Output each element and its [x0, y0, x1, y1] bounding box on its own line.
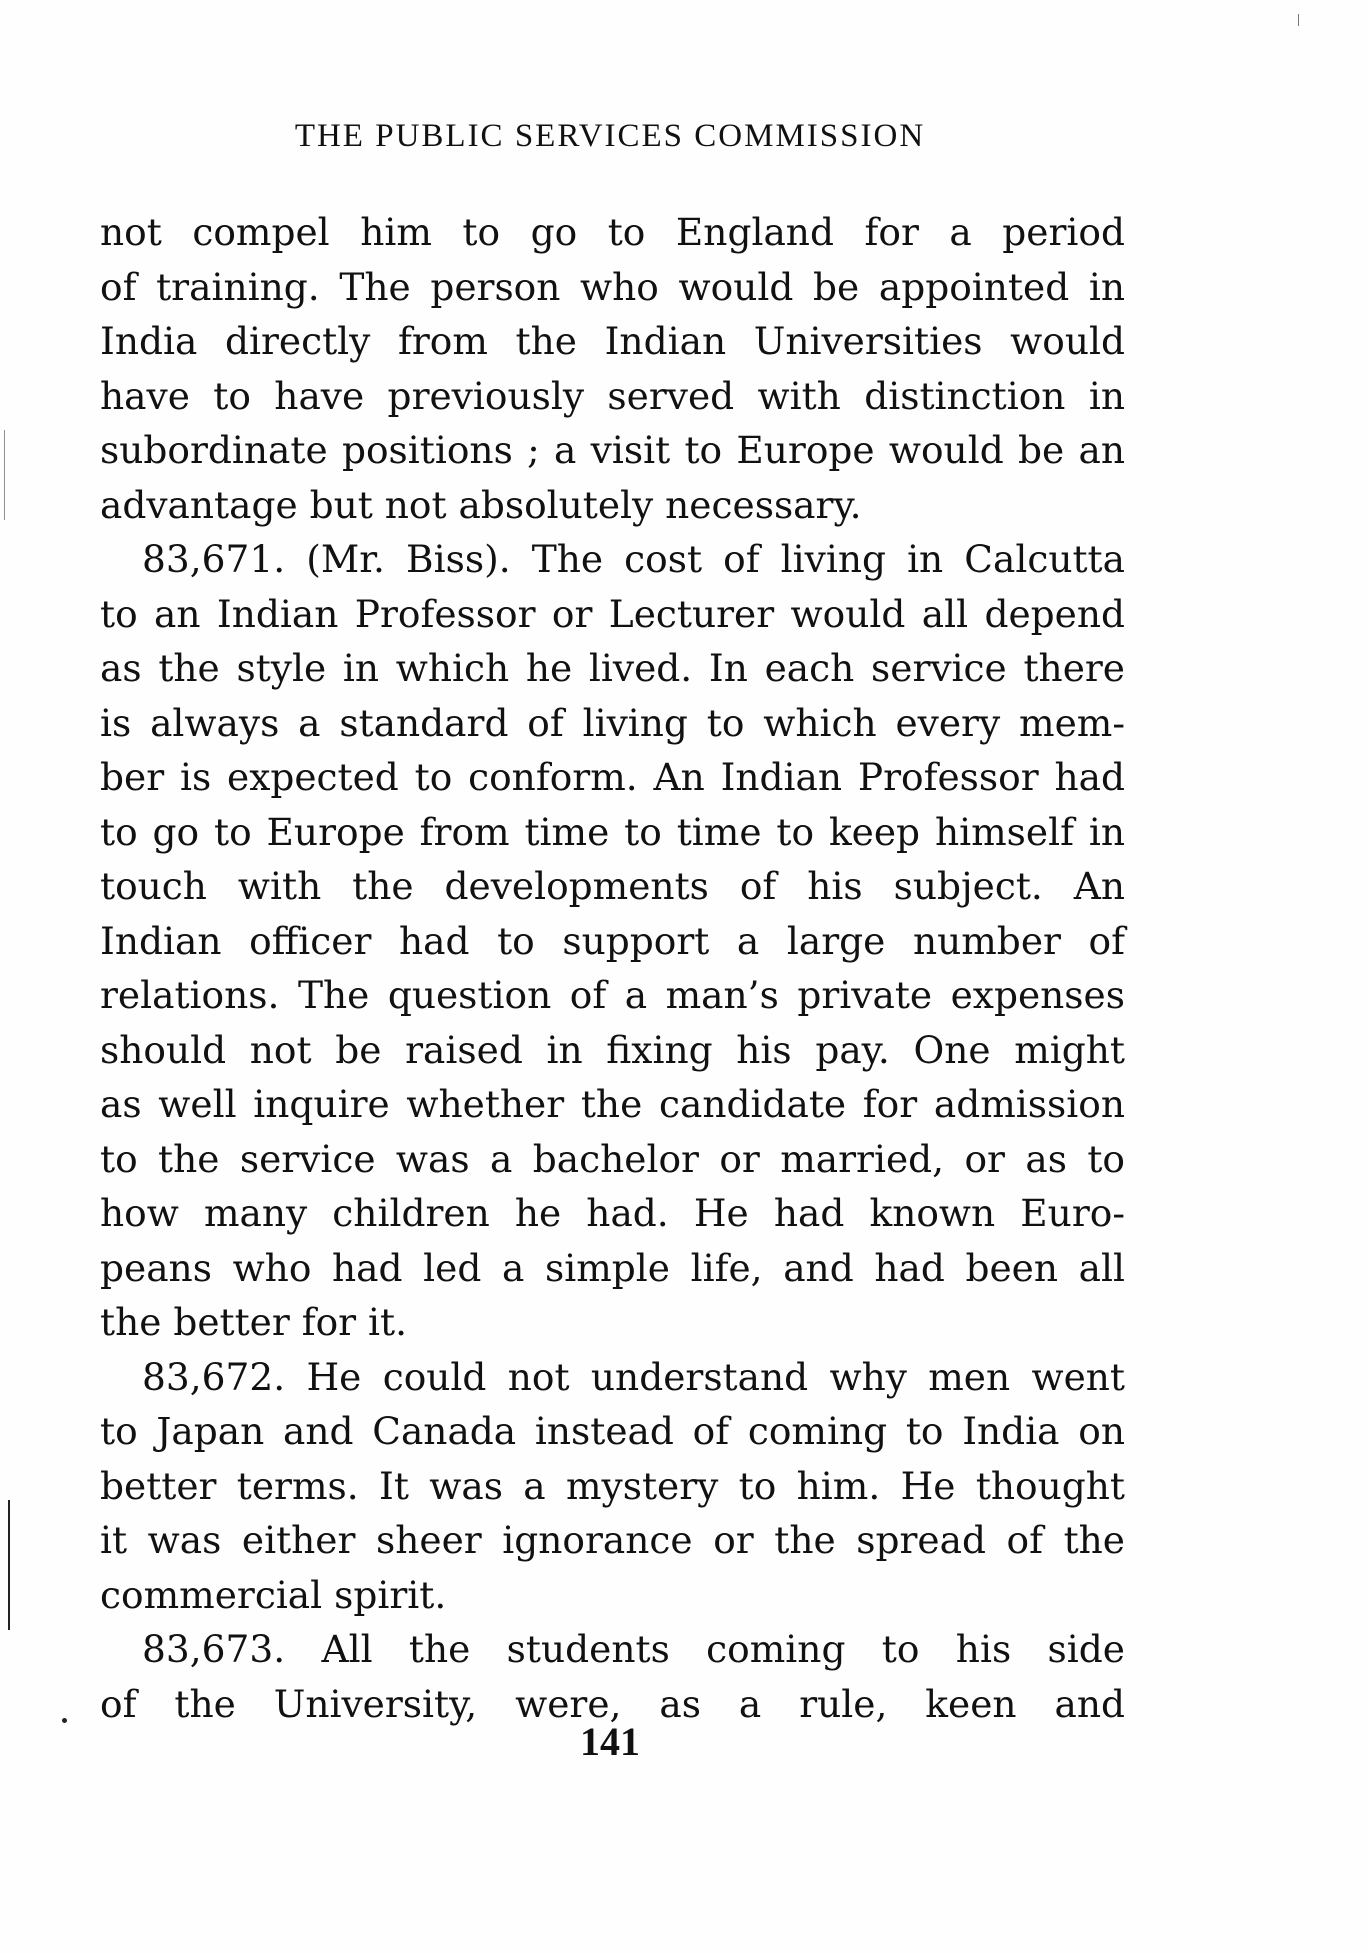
paragraph-83671-start: 83,671. (Mr. Biss). The cost of living in Calcutta [142, 537, 1125, 581]
text-line: to an Indian Professor or Lecturer would all depend [100, 591, 1125, 636]
text-line: India directly from the Indian Universities would [100, 319, 1125, 363]
paragraph-83672-start: 83,672. He could not understand why men went [142, 1354, 1125, 1399]
text-line: as well inquire whether the candidate for admission [100, 1082, 1125, 1126]
text-line: to go to Europe from time to time to keep himself in [100, 809, 1125, 854]
text-line: as the style in which he lived. In each service there [100, 646, 1125, 690]
text-line: ber is expected to conform. An Indian Professor had [100, 755, 1125, 799]
text-line: to the service was a bachelor or married, or as to [100, 1136, 1125, 1181]
paragraph-83673-start: 83,673. All the students coming to his side [142, 1627, 1125, 1671]
page-number: 141 [580, 1719, 640, 1764]
text-line: commercial spirit. [100, 1572, 447, 1617]
scan-artifact [4, 430, 5, 520]
scan-artifact [1298, 14, 1299, 26]
text-line: peans who had led a simple life, and had been all [100, 1245, 1125, 1290]
text-line: of training. The person who would be appointed in [100, 264, 1125, 309]
text-line: not compel him to go to England for a period [100, 210, 1125, 254]
text-line: the better for it. [100, 1300, 407, 1344]
text-line: to Japan and Canada instead of coming to India on [100, 1409, 1125, 1453]
text-line: of the University, were, as a rule, keen and [100, 1681, 1125, 1726]
text-line: subordinate positions ; a visit to Europe would be an [100, 428, 1125, 472]
text-line: have to have previously served with distinction in [100, 373, 1125, 418]
text-line: is always a standard of living to which every mem- [100, 700, 1125, 745]
text-line: should not be raised in fixing his pay. One might [100, 1027, 1125, 1072]
body-text [100, 205, 1125, 1731]
text-line: how many children he had. He had known Euro- [100, 1191, 1125, 1235]
text-line: touch with the developments of his subject. An [100, 864, 1125, 908]
text-line: advantage but not absolutely necessary. [100, 482, 862, 527]
text-line: it was either sheer ignorance or the spread of the [100, 1518, 1125, 1562]
text-line: relations. The question of a man’s private expenses [100, 973, 1125, 1017]
text-line: Indian officer had to support a large number of [100, 918, 1125, 963]
scan-artifact [62, 1718, 67, 1723]
text-line: better terms. It was a mystery to him. He thought [100, 1463, 1125, 1508]
scan-artifact [8, 1500, 10, 1630]
running-header: THE PUBLIC SERVICES COMMISSION [294, 118, 926, 154]
